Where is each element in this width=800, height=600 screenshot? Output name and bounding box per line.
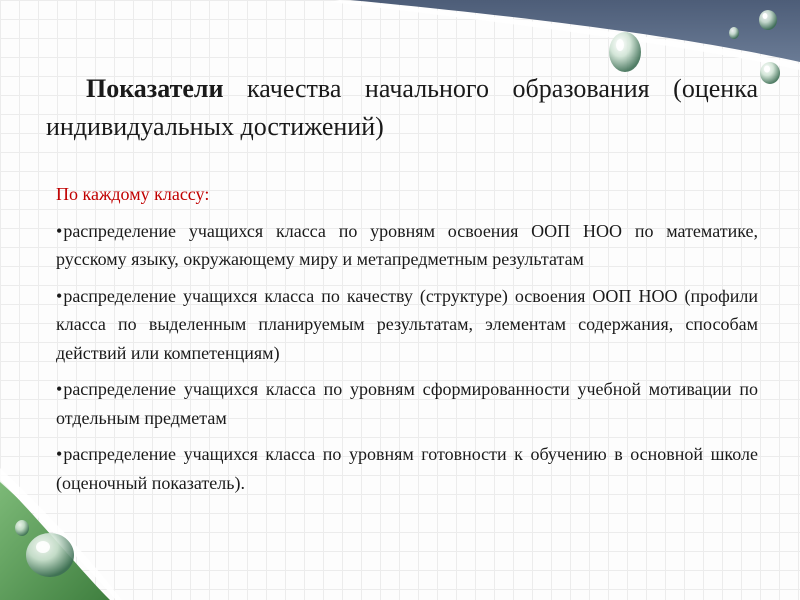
bullet-marker: • [56,220,63,241]
bullet-text: распределение учащихся класса по уровням освоения ООП НОО по математике, русскому языку, окружающему миру и метапредметным результатам [56,220,758,269]
slide-title-rest: качества начального образования (оценка индивидуальных достижений) [46,74,758,141]
bullet-item [56,440,758,497]
bullet-marker: • [56,444,63,464]
water-drop-icon [26,533,74,577]
bullet-text: распределение учащихся класса по уровням сформированности учебной мотивации по отдельным предметам [56,379,758,428]
water-drop-icon [609,32,641,72]
bullet-text: распределение учащихся класса по качеству (структуре) освоения ООП НОО (профили класса по выделенным планируемым результатам, элементам содержания, способам действий или компетенциям) [56,285,758,363]
slide-subtitle: По каждому классу: [56,184,210,204]
bullet-marker: • [56,379,63,399]
water-drop-icon [729,27,739,39]
bullet-item [56,375,758,432]
water-drop-icon [759,10,777,30]
water-drop-icon [760,62,780,84]
bullet-marker: • [56,285,63,306]
bullet-item [56,282,758,368]
slide-content [56,180,758,505]
water-drop-icon [15,520,29,536]
slide-title [46,70,758,146]
slide-title-bold: Показатели [86,74,224,103]
bullet-text: распределение учащихся класса по уровням готовности к обучению в основной школе (оценочный показатель). [56,444,758,493]
bullet-item [56,217,758,274]
